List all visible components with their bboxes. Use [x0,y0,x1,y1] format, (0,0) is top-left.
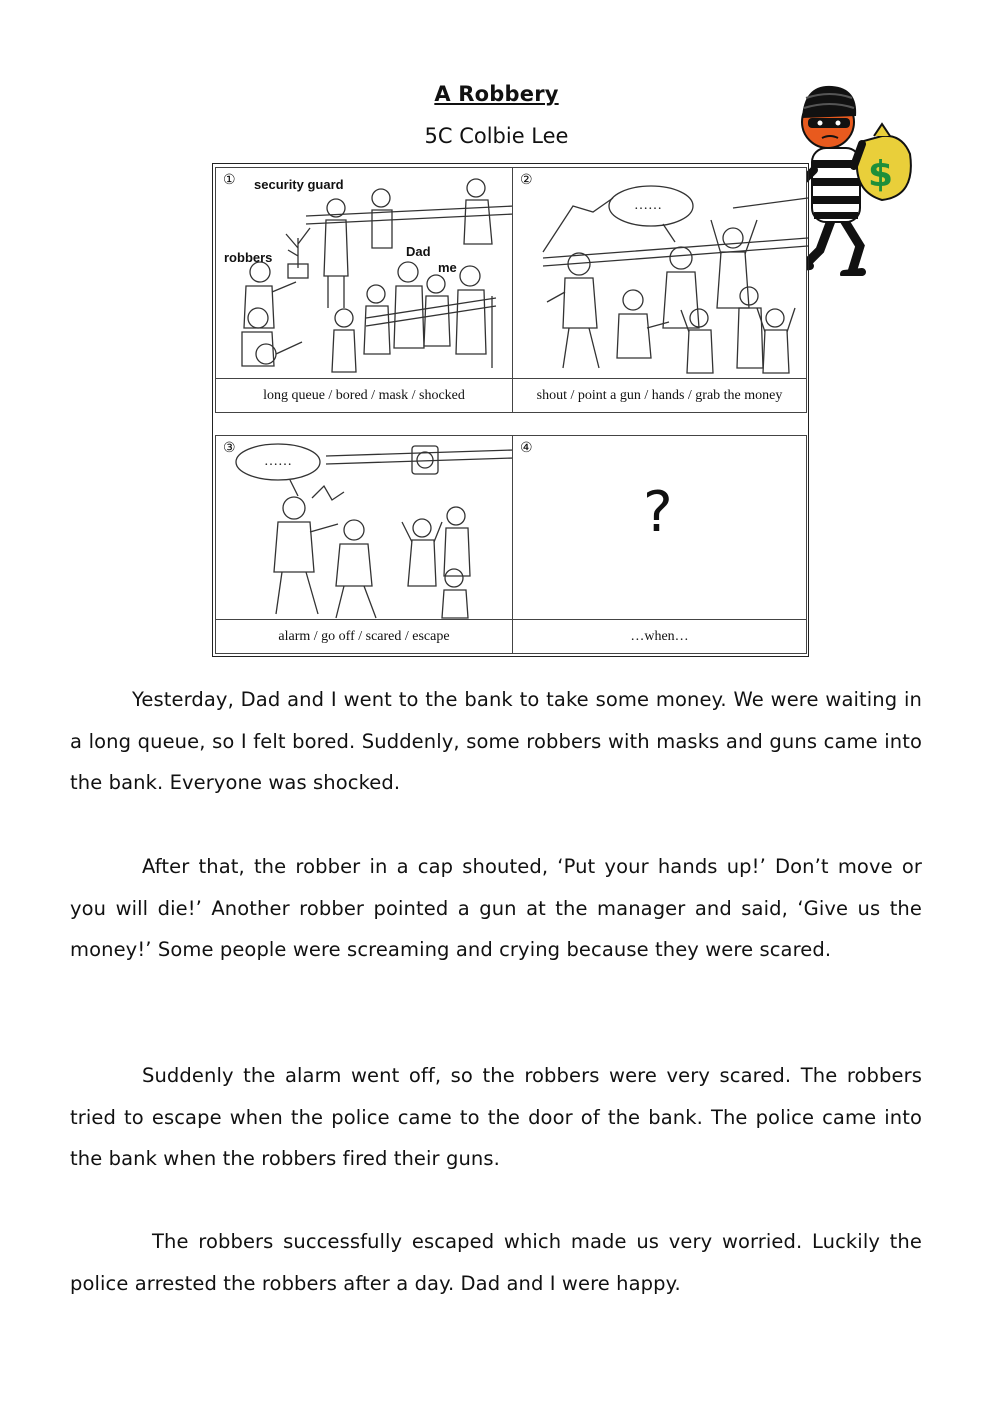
essay-paragraph-2: After that, the robber in a cap shouted, ‘Put your hands up!’ Don’t move or you will die!’ Another robber pointed a gun at the manager and said, ‘Give us the money!’ Some people were screaming and crying because they were scared. [70,855,922,962]
panel-3-number: ③ [223,440,236,456]
label-security-guard: security guard [254,177,344,192]
picture-guide-grid [212,163,809,657]
label-robbers: robbers [224,250,273,265]
panel-2-speech: …… [634,198,662,213]
panel-4-question-mark: ? [643,480,673,545]
panel-2-image [512,167,807,379]
panel-3-caption: alarm / go off / scared / escape [215,619,513,654]
dollar-sign: $ [868,154,894,195]
panel-3-speech: …… [264,454,292,469]
bank-queue-scene-icon [216,168,514,380]
panel-1-number: ① [223,172,236,188]
essay-paragraph-3: Suddenly the alarm went off, so the robbers were very scared. The robbers tried to escape when the police came to the door of the bank. The police came into the bank when the robbers fired their guns. [70,1064,922,1171]
essay-paragraph-1: Yesterday, Dad and I went to the bank to take some money. We were waiting in a long queue, so I felt bored. Suddenly, some robbers with masks and guns came into the bank. Everyone was shocked. [70,688,922,795]
essay-title: A Robbery [434,82,559,106]
panel-1-caption: long queue / bored / mask / shocked [215,378,513,413]
panel-4-image [512,435,807,620]
author-line: 5C Colbie Lee [424,124,569,148]
label-me: me [438,260,457,275]
panel-4-number: ④ [520,440,533,456]
panel-3-image [215,435,513,620]
alarm-escape-scene-icon [216,436,514,621]
panel-2-number: ② [520,172,533,188]
panel-2-caption: shout / point a gun / hands / grab the money [512,378,807,413]
panel-1-image [215,167,513,379]
label-dad: Dad [406,244,431,259]
essay-paragraph-4: The robbers successfully escaped which made us very worried. Luckily the police arrested the robbers after a day. Dad and I were happy. [70,1230,922,1295]
panel-4-caption: …when… [512,619,807,654]
